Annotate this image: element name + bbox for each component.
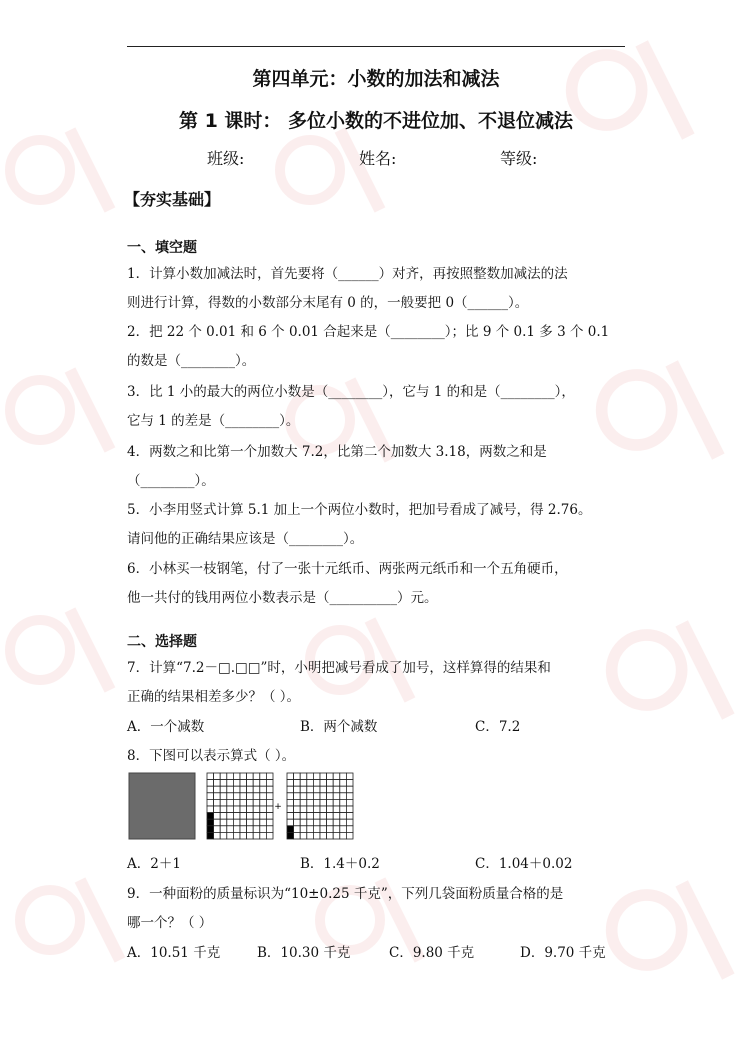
grid-cell bbox=[214, 799, 221, 806]
grid-cell bbox=[247, 799, 254, 806]
grid-cell bbox=[294, 806, 301, 813]
grid-cell bbox=[240, 806, 247, 813]
name-label: 姓名: bbox=[359, 149, 397, 168]
grid-cell bbox=[253, 826, 260, 833]
section-title: 【夯实基础】 bbox=[124, 190, 221, 209]
grid-cell bbox=[266, 826, 273, 833]
part2-title: 二、选择题 bbox=[127, 634, 197, 650]
question-line: 哪一个？（ ） bbox=[127, 915, 213, 931]
grid-cell bbox=[240, 819, 247, 826]
grid-cell bbox=[227, 832, 234, 839]
grid-cell bbox=[346, 793, 353, 800]
grid-cell bbox=[220, 826, 227, 833]
grid-cell bbox=[247, 826, 254, 833]
grid-cell bbox=[233, 819, 240, 826]
grid-cell bbox=[253, 813, 260, 820]
grid-cell bbox=[260, 799, 267, 806]
grid-cell bbox=[300, 813, 307, 820]
grid-cell bbox=[287, 813, 294, 820]
question-line: 请问他的正确结果应该是（________）。 bbox=[127, 531, 364, 547]
grid-cell bbox=[260, 773, 267, 780]
class-label: 班级: bbox=[207, 149, 245, 168]
grid-cell bbox=[333, 826, 340, 833]
q7-option-b: B．两个减数 bbox=[300, 719, 378, 735]
question-line: 正确的结果相差多少？（ ）。 bbox=[127, 689, 301, 705]
grid-cell bbox=[240, 793, 247, 800]
watermark-logo-icon bbox=[0, 590, 120, 710]
watermark-logo-icon bbox=[0, 350, 120, 470]
grid-cell bbox=[220, 799, 227, 806]
grid-cell bbox=[266, 813, 273, 820]
grid-cell bbox=[233, 793, 240, 800]
grid-cell bbox=[340, 826, 347, 833]
question-line: 的数是（________）。 bbox=[127, 353, 256, 369]
grid-cell bbox=[253, 832, 260, 839]
grid-cell bbox=[340, 799, 347, 806]
grid-cell bbox=[346, 832, 353, 839]
grid-cell bbox=[313, 786, 320, 793]
grid-cell bbox=[307, 793, 314, 800]
grid-cell bbox=[307, 780, 314, 787]
grid-cell bbox=[313, 806, 320, 813]
question-line: 8．下图可以表示算式（ ）。 bbox=[127, 748, 296, 764]
grid-cell bbox=[253, 806, 260, 813]
grid-cell bbox=[340, 773, 347, 780]
question-line: 则进行计算，得数的小数部分末尾有 0 的，一般要把 0（______）。 bbox=[127, 295, 529, 311]
grid-cell bbox=[207, 793, 214, 800]
grid-cell bbox=[240, 813, 247, 820]
grid-cell bbox=[327, 786, 334, 793]
grid-cell bbox=[333, 832, 340, 839]
grid-cell bbox=[320, 793, 327, 800]
grid-cell bbox=[333, 799, 340, 806]
grid-cell bbox=[260, 832, 267, 839]
grid-cell bbox=[340, 806, 347, 813]
grid-cell bbox=[207, 786, 214, 793]
grid-cell bbox=[227, 780, 234, 787]
grid-cell bbox=[294, 819, 301, 826]
grid-cell bbox=[327, 819, 334, 826]
grid-cell bbox=[327, 799, 334, 806]
grid-cell bbox=[287, 793, 294, 800]
grid-cell bbox=[253, 773, 260, 780]
grid-cell bbox=[313, 819, 320, 826]
q9-option-b: B．10.30 千克 bbox=[257, 945, 351, 961]
question-line: 他一共付的钱用两位小数表示是（__________）元。 bbox=[127, 590, 438, 606]
grid-cell bbox=[227, 826, 234, 833]
q9-option-c: C．9.80 千克 bbox=[389, 945, 475, 961]
grid-cell bbox=[233, 799, 240, 806]
grid-cell bbox=[247, 793, 254, 800]
grid-cell bbox=[313, 773, 320, 780]
grid-cell bbox=[266, 806, 273, 813]
grid-cell bbox=[346, 806, 353, 813]
grid-cell bbox=[320, 780, 327, 787]
question-line: 4．两数之和比第一个加数大 7.2，比第二个加数大 3.18，两数之和是 bbox=[127, 444, 547, 460]
grid-cell bbox=[214, 806, 221, 813]
grid-cell bbox=[307, 786, 314, 793]
grid-cell bbox=[227, 786, 234, 793]
grid-cell bbox=[266, 780, 273, 787]
grid-cell bbox=[333, 819, 340, 826]
grid-cell bbox=[320, 832, 327, 839]
q8-option-b: B．1.4＋0.2 bbox=[300, 856, 380, 872]
grid-cell bbox=[247, 786, 254, 793]
grid-cell bbox=[294, 832, 301, 839]
hundred-grid-left bbox=[207, 773, 273, 839]
grid-cell bbox=[300, 780, 307, 787]
grid-cell bbox=[233, 780, 240, 787]
grid-cell bbox=[287, 799, 294, 806]
grid-cell bbox=[214, 786, 221, 793]
shaded-cell bbox=[207, 832, 214, 839]
q8-figure bbox=[128, 772, 356, 840]
grid-cell bbox=[294, 780, 301, 787]
grid-cell bbox=[260, 786, 267, 793]
grid-cell bbox=[313, 799, 320, 806]
watermark-logo-icon bbox=[310, 860, 430, 980]
grid-cell bbox=[233, 826, 240, 833]
q7-option-c: C．7.2 bbox=[475, 719, 521, 735]
grid-cell bbox=[346, 780, 353, 787]
grid-cell bbox=[320, 813, 327, 820]
grid-cell bbox=[300, 799, 307, 806]
grid-cell bbox=[327, 780, 334, 787]
grid-cell bbox=[220, 819, 227, 826]
grid-cell bbox=[240, 832, 247, 839]
question-line: 1．计算小数加减法时，首先要将（______）对齐，再按照整数加减法的法 bbox=[127, 266, 568, 282]
grid-cell bbox=[253, 786, 260, 793]
grid-cell bbox=[220, 806, 227, 813]
grid-cell bbox=[307, 799, 314, 806]
grid-cell bbox=[227, 819, 234, 826]
grid-cell bbox=[300, 806, 307, 813]
grid-cell bbox=[260, 793, 267, 800]
grid-cell bbox=[313, 832, 320, 839]
unit-title: 第四单元：小数的加法和减法 bbox=[252, 68, 500, 90]
grid-cell bbox=[247, 773, 254, 780]
grid-cell bbox=[313, 780, 320, 787]
grid-cell bbox=[266, 832, 273, 839]
grid-cell bbox=[207, 799, 214, 806]
question-line: 它与 1 的差是（________）。 bbox=[127, 413, 300, 429]
grid-cell bbox=[340, 832, 347, 839]
grid-cell bbox=[320, 826, 327, 833]
grid-cell bbox=[346, 773, 353, 780]
grid-cell bbox=[214, 832, 221, 839]
q9-option-d: D．9.70 千克 bbox=[520, 945, 606, 961]
grid-cell bbox=[260, 780, 267, 787]
grid-cell bbox=[320, 819, 327, 826]
grid-cell bbox=[227, 773, 234, 780]
grid-cell bbox=[266, 773, 273, 780]
grid-cell bbox=[253, 799, 260, 806]
grid-cell bbox=[327, 773, 334, 780]
shaded-cell bbox=[207, 813, 214, 820]
grid-cell bbox=[240, 826, 247, 833]
grid-cell bbox=[287, 806, 294, 813]
watermark-logo-icon bbox=[600, 600, 740, 740]
shaded-cell bbox=[287, 826, 294, 833]
watermark-logo-icon bbox=[600, 860, 740, 1000]
shaded-cell bbox=[287, 832, 294, 839]
grid-cell bbox=[340, 780, 347, 787]
grid-cell bbox=[307, 773, 314, 780]
grid-cell bbox=[260, 819, 267, 826]
question-line: 6．小林买一枝钢笔，付了一张十元纸币、两张两元纸币和一个五角硬币， bbox=[127, 561, 568, 577]
grid-cell bbox=[300, 832, 307, 839]
grid-cell bbox=[340, 786, 347, 793]
grid-cell bbox=[247, 819, 254, 826]
plus-sign: + bbox=[274, 802, 282, 812]
watermark-logo-icon bbox=[590, 340, 730, 480]
grid-cell bbox=[220, 780, 227, 787]
grid-cell bbox=[247, 813, 254, 820]
grid-cell bbox=[287, 780, 294, 787]
grid-cell bbox=[307, 813, 314, 820]
grid-cell bbox=[214, 773, 221, 780]
grid-cell bbox=[333, 806, 340, 813]
grid-cell bbox=[266, 819, 273, 826]
grid-cell bbox=[294, 813, 301, 820]
grid-cell bbox=[294, 773, 301, 780]
grid-cell bbox=[300, 793, 307, 800]
grid-cell bbox=[300, 773, 307, 780]
grid-cell bbox=[346, 786, 353, 793]
grid-cell bbox=[266, 793, 273, 800]
grid-cell bbox=[247, 780, 254, 787]
grid-cell bbox=[300, 786, 307, 793]
grid-cell bbox=[287, 786, 294, 793]
q8-option-c: C．1.04＋0.02 bbox=[475, 856, 573, 872]
grid-cell bbox=[340, 793, 347, 800]
grid-cell bbox=[307, 806, 314, 813]
grid-cell bbox=[346, 819, 353, 826]
grid-cell bbox=[327, 832, 334, 839]
grid-cell bbox=[260, 826, 267, 833]
grid-cell bbox=[327, 793, 334, 800]
grid-cell bbox=[227, 793, 234, 800]
grid-cell bbox=[227, 799, 234, 806]
grid-cell bbox=[327, 813, 334, 820]
grid-cell bbox=[333, 813, 340, 820]
grade-label: 等级: bbox=[500, 149, 538, 168]
grid-cell bbox=[333, 780, 340, 787]
grid-cell bbox=[307, 819, 314, 826]
grid-cell bbox=[307, 826, 314, 833]
grid-cell bbox=[333, 786, 340, 793]
shaded-cell bbox=[207, 819, 214, 826]
grid-cell bbox=[294, 799, 301, 806]
lesson-title: 第 1 课时： 多位小数的不进位加、不退位减法 bbox=[178, 110, 574, 132]
grid-cell bbox=[207, 773, 214, 780]
grid-cell bbox=[253, 793, 260, 800]
grid-cell bbox=[320, 799, 327, 806]
grid-cell bbox=[247, 806, 254, 813]
grid-cell bbox=[294, 786, 301, 793]
grid-cell bbox=[233, 832, 240, 839]
watermark-logo-icon bbox=[10, 860, 130, 980]
grid-cell bbox=[220, 773, 227, 780]
grid-cell bbox=[247, 832, 254, 839]
grid-cell bbox=[207, 806, 214, 813]
grid-cell bbox=[320, 773, 327, 780]
grid-cell bbox=[227, 806, 234, 813]
grid-cell bbox=[220, 793, 227, 800]
grid-cell bbox=[287, 773, 294, 780]
grid-cell bbox=[266, 799, 273, 806]
grid-cell bbox=[220, 832, 227, 839]
grid-cell bbox=[313, 793, 320, 800]
q9-option-a: A．10.51 千克 bbox=[127, 945, 221, 961]
grid-cell bbox=[327, 826, 334, 833]
grid-cell bbox=[220, 786, 227, 793]
grid-cell bbox=[233, 786, 240, 793]
grid-cell bbox=[240, 780, 247, 787]
question-line: 5．小李用竖式计算 5.1 加上一个两位小数时，把加号看成了减号，得 2.76。 bbox=[127, 502, 592, 518]
full-square bbox=[129, 773, 195, 839]
grid-cell bbox=[313, 826, 320, 833]
grid-cell bbox=[253, 819, 260, 826]
grid-cell bbox=[214, 826, 221, 833]
grid-cell bbox=[260, 813, 267, 820]
q7-option-a: A．一个减数 bbox=[127, 719, 205, 735]
grid-cell bbox=[300, 819, 307, 826]
grid-cell bbox=[240, 786, 247, 793]
part1-title: 一、填空题 bbox=[127, 240, 197, 256]
shaded-cell bbox=[207, 826, 214, 833]
grid-cell bbox=[240, 799, 247, 806]
grid-cell bbox=[260, 806, 267, 813]
grid-cell bbox=[333, 773, 340, 780]
grid-cell bbox=[346, 826, 353, 833]
grid-cell bbox=[320, 806, 327, 813]
grid-cell bbox=[294, 826, 301, 833]
grid-cell bbox=[233, 813, 240, 820]
question-line: 7．计算“7.2－□.□□”时，小明把减号看成了加号，这样算得的结果和 bbox=[127, 660, 551, 676]
question-line: 9．一种面粉的质量标识为“10±0.25 千克”，下列几袋面粉质量合格的是 bbox=[127, 886, 564, 902]
q8-option-a: A．2＋1 bbox=[127, 856, 181, 872]
grid-cell bbox=[227, 813, 234, 820]
grid-cell bbox=[233, 806, 240, 813]
grid-cell bbox=[327, 806, 334, 813]
grid-cell bbox=[266, 786, 273, 793]
hundred-grid-right bbox=[287, 773, 353, 839]
grid-cell bbox=[214, 819, 221, 826]
grid-cell bbox=[214, 780, 221, 787]
grid-cell bbox=[253, 780, 260, 787]
grid-cell bbox=[207, 780, 214, 787]
grid-cell bbox=[346, 813, 353, 820]
grid-cell bbox=[214, 813, 221, 820]
grid-cell bbox=[233, 773, 240, 780]
grid-cell bbox=[214, 793, 221, 800]
grid-cell bbox=[320, 786, 327, 793]
header-rule bbox=[127, 46, 625, 47]
grid-cell bbox=[346, 799, 353, 806]
question-line: （________）。 bbox=[127, 473, 215, 489]
grid-cell bbox=[340, 819, 347, 826]
grid-cell bbox=[340, 813, 347, 820]
grid-cell bbox=[294, 793, 301, 800]
grid-cell bbox=[220, 813, 227, 820]
grid-cell bbox=[300, 826, 307, 833]
question-line: 2．把 22 个 0.01 和 6 个 0.01 合起来是（________）；比 9 个 0.1 多 3 个 0.1 bbox=[127, 324, 610, 340]
grid-cell bbox=[240, 773, 247, 780]
grid-cell bbox=[307, 832, 314, 839]
grid-cell bbox=[287, 819, 294, 826]
grid-cell bbox=[333, 793, 340, 800]
grid-cell bbox=[313, 813, 320, 820]
question-line: 3．比 1 小的最大的两位小数是（________），它与 1 的和是（________）， bbox=[127, 384, 575, 400]
